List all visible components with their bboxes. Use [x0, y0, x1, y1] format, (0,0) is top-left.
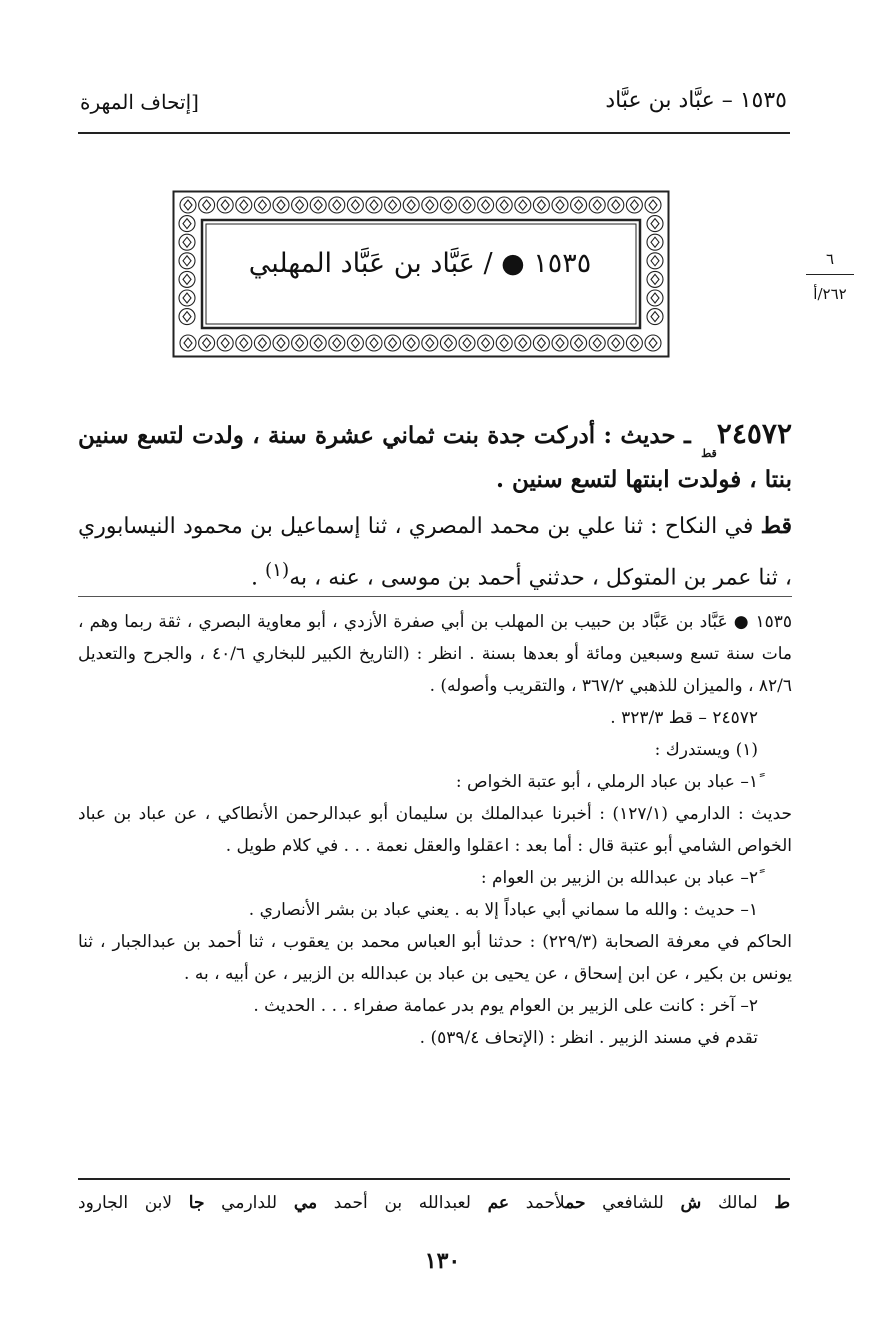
abbrev-item: جا لابن الجارود: [78, 1193, 205, 1213]
footnotes: [78, 606, 792, 1054]
hadith-text: [78, 414, 792, 500]
addendum-item-2-hadith-1: ١– حديث : والله ما سماني أبي عباداً إلا به . يعني عباد بن بشر الأنصاري .: [248, 900, 758, 920]
hadith-number: ٢٤٥٧٢: [716, 417, 792, 450]
addendum-item-2-head: ٢ً– عباد بن عبدالله بن الزبير بن العوام :: [480, 868, 758, 888]
abbrev-item: ط لمالك: [717, 1193, 791, 1213]
abbrev-item: مي للدارمي: [221, 1193, 318, 1213]
addendum-item-2-hadith-2-note: تقدم في مسند الزبير . انظر : (الإتحاف ٥٣٩/٤) .: [419, 1028, 758, 1048]
addendum-item-2-hadith-1-source: الحاكم في معرفة الصحابة (٢٢٩/٣) : حدثنا أبو العباس محمد بن يعقوب ، ثنا أحمد بن عبدالجبار ، ثنا يونس بن بكير ، عن ابن إسحاق ، عن يحيى بن عباد بن عبدالله بن الزبير ، عن أبيه ، به .: [78, 932, 792, 984]
running-header-entry: ١٥٣٥ – عبَّاد بن عبَّاد: [605, 88, 787, 113]
chain-text: في النكاح : ثنا علي بن محمد المصري ، ثنا إسماعيل بن محمود النيسابوري ، ثنا عمر بن المتوكل ، حدثني أحمد بن موسى ، عنه ، به: [78, 514, 792, 591]
abbrev-item: عم لعبدالله بن أحمد: [333, 1193, 510, 1213]
source-reference-note: ٢٤٥٧٢ – قط ٣٢٣/٣ .: [610, 708, 758, 728]
margin-folio-note: [806, 250, 854, 303]
entry-title: ١٥٣٥ ● / عَبَّاد بن عَبَّاد المهلبي: [248, 248, 592, 279]
hadith-siglum: قط: [701, 447, 717, 460]
footnote-ref: (١): [265, 560, 290, 581]
header-rule: [78, 132, 790, 134]
footnote-divider: [78, 596, 792, 597]
addendum-item-2-hadith-2: ٢– آخر : كانت على الزبير بن العوام يوم بدر عمامة صفراء . . . الحديث .: [253, 996, 758, 1016]
abbreviations-rule: [78, 1178, 790, 1180]
margin-note-bottom: ٢٦٢/أ: [813, 285, 847, 303]
chain-source: قط: [760, 513, 792, 539]
narrator-bio-note: ١٥٣٥ ● عَبَّاد بن عَبَّاد بن حبيب بن المهلب بن أبي صفرة الأزدي ، أبو معاوية البصري ، ثقة ربما وهم ، مات سنة تسع وسبعين ومائة أو بعدها بسنة . انظر : (التاريخ الكبير للبخاري ٤٠/٦ ، والجرح والتعديل ٨٢/٦ ، والميزان للذهبي ٣٦٧/٢ ، والتقريب وأصوله) .: [78, 612, 792, 696]
chain-end: .: [251, 565, 266, 591]
running-header-book-title: [إتحاف المهرة: [80, 90, 199, 114]
addendum-item-1-head: ١ً– عباد بن عباد الرملي ، أبو عتبة الخواص :: [455, 772, 758, 792]
addendum-item-1-body: حديث : الدارمي (١٢٧/١) : أخبرنا عبدالملك بن سليمان أبو عبدالرحمن الأنطاكي ، عن عباد بن عباد الخواص الشامي أبو عتبة قال : أما بعد : اعقلوا والعقل نعمة . . . في كلام طويل .: [78, 804, 793, 856]
page-number: ١٣٠: [424, 1248, 461, 1274]
hadith-block: [78, 414, 792, 600]
abbreviations-key: [78, 1188, 790, 1218]
hadith-matn: ـ حديث : أدركت جدة بنت ثماني عشرة سنة ، ولدت لتسع سنين بنتا ، فولدت ابنتها لتسع سنين .: [78, 422, 792, 493]
footnote-1-head: (١) ويستدرك :: [654, 740, 758, 760]
abbrev-item: حملأحمد: [525, 1193, 586, 1213]
abbrev-item: ش للشافعي: [602, 1193, 702, 1213]
margin-note-top: ٦: [806, 250, 854, 275]
hadith-chain: [78, 504, 792, 600]
